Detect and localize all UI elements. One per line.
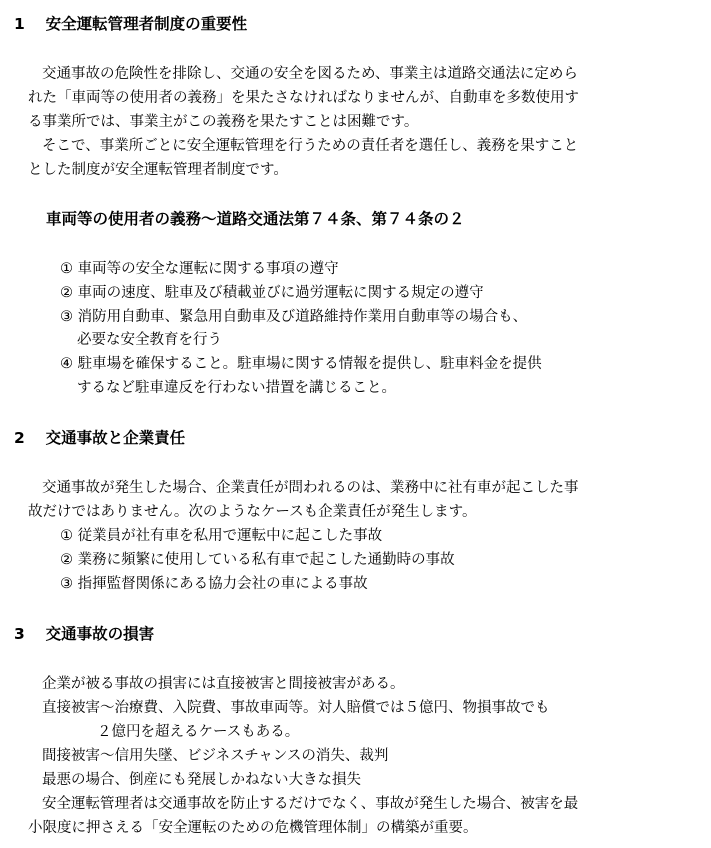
section-2-paragraph-line: 故だけではありません。次のようなケースも企業責任が発生します。 (28, 504, 477, 520)
section-1-list-item-continuation: 必要な安全教育を行う (77, 332, 222, 348)
section-3-line-continuation: ２億円を超えるケースもある。 (97, 724, 300, 740)
section-1-paragraph-line: そこで、事業所ごとに安全運転管理を行うための責任者を選任し、義務を果すこと (42, 138, 579, 154)
section-1-subheading: 車両等の使用者の義務～道路交通法第７４条、第７４条の２ (46, 210, 465, 228)
section-2-list-item: ③ 指揮監督関係にある協力会社の車による事故 (60, 576, 368, 592)
section-1-list-item: ④ 駐車場を確保すること。駐車場に関する情報を提供し、駐車料金を提供 (60, 356, 542, 372)
section-3-line: 間接被害～信用失墜、ビジネスチャンスの消失、裁判 (42, 748, 389, 764)
section-2-heading: 2 交通事故と企業責任 (14, 429, 186, 447)
section-1-paragraph-line: 交通事故の危険性を排除し、交通の安全を図るため、事業主は道路交通法に定めら (42, 66, 578, 82)
section-1-list-item-continuation: するなど駐車違反を行わない措置を講じること。 (77, 380, 396, 396)
section-3-line: 最悪の場合、倒産にも発展しかねない大きな損失 (42, 772, 361, 788)
section-1-list-item: ② 車両の速度、駐車及び積載並びに過労運転に関する規定の遵守 (60, 285, 484, 301)
section-2-list-item: ① 従業員が社有車を私用で運転中に起こした事故 (60, 528, 383, 544)
section-1-paragraph-line: れた「車両等の使用者の義務」を果たさなければなりませんが、自動車を多数使用す (28, 90, 579, 106)
section-3-line: 企業が被る事故の損害には直接被害と間接被害がある。 (42, 676, 405, 692)
section-3-line: 小限度に押さえる「安全運転のための危機管理体制」の構築が重要。 (28, 820, 478, 836)
section-1-heading: 1 安全運転管理者制度の重要性 (14, 15, 248, 33)
section-3-line: 直接被害～治療費、入院費、事故車両等。対人賠償では５億円、物損事故でも (42, 700, 550, 716)
section-1-list-item: ① 車両等の安全な運転に関する事項の遵守 (60, 261, 339, 277)
section-3-line: 安全運転管理者は交通事故を防止するだけでなく、事故が発生した場合、被害を最 (42, 796, 579, 812)
section-2-paragraph-line: 交通事故が発生した場合、企業責任が問われるのは、業務中に社有車が起こした事 (42, 480, 579, 496)
section-1-list-item: ③ 消防用自動車、緊急用自動車及び道路維持作業用自動車等の場合も、 (60, 309, 528, 325)
section-3-heading: 3 交通事故の損害 (14, 625, 155, 643)
section-2-list-item: ② 業務に頻繁に使用している私有車で起こした通勤時の事故 (60, 552, 455, 568)
section-1-paragraph-line: とした制度が安全運転管理者制度です。 (28, 162, 288, 178)
section-1-paragraph-line: る事業所では、事業主がこの義務を果たすことは困難です。 (28, 114, 419, 130)
